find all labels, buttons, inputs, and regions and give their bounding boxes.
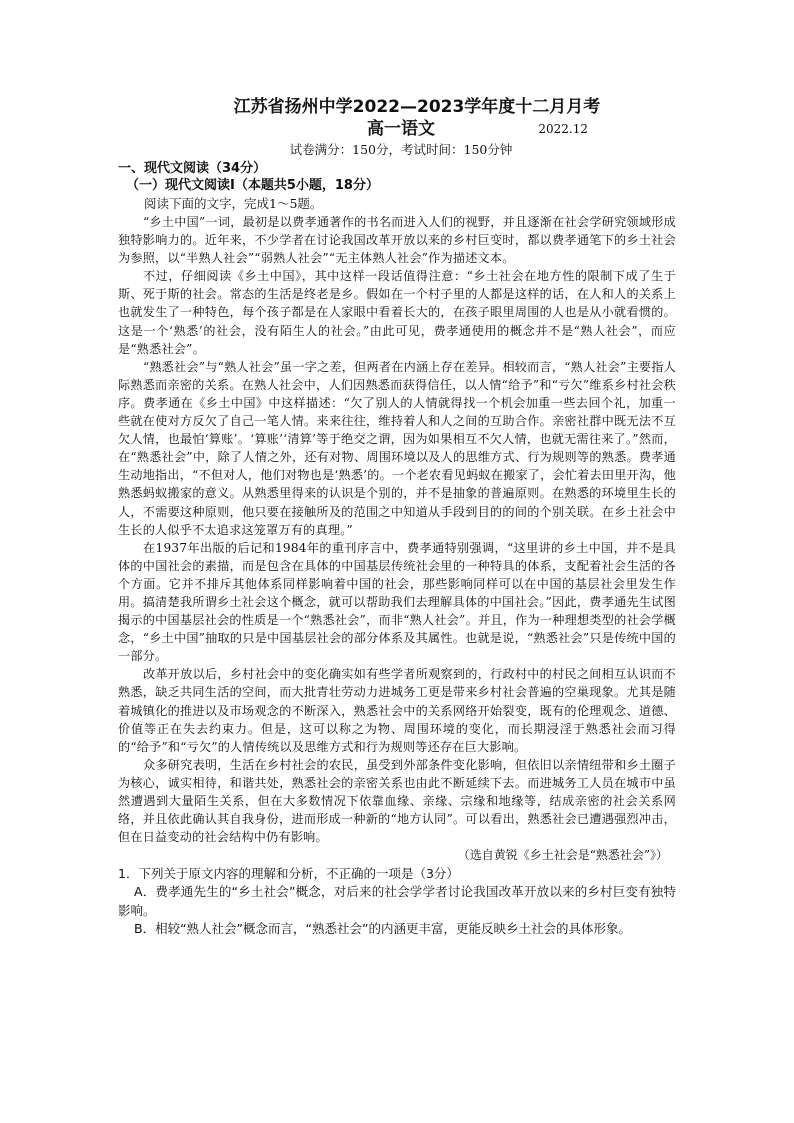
question-stem: 1．下列关于原文内容的理解和分析，不正确的一项是（3分） [118,866,459,882]
passage-paragraph: 改革开放以后，乡村社会中的变化确实如有些学者所观察到的，行政村中的村民之间相互认识而不熟悉，缺乏共同生活的空间，而大批青壮劳动力进城务工更是带来乡村社会普遍的空巢现象。尤其是随着城镇化的推进以及市场观念的不断深入，熟悉社会中的关系网络开始裂变，既有的伦理观念、道德、价值等正在失去约束力。但是，这可以称之为物、周围环境的变化，而长期浸淫于熟悉社会而习得的“给予”和“亏欠”的人情传统以及思维方式和行为规则等还存在巨大影响。 [118,667,676,754]
passage-paragraph: 不过，仔细阅读《乡土中国》，其中这样一段话值得注意：“乡土社会在地方性的限制下成了生于斯、死于斯的社会。常态的生活是终老是乡。假如在一个村子里的人都是这样的话，在人和人的关系上也就发生了一种特色，每个孩子都是在人家眼中看着长大的，在孩子眼里周围的人也是从小就看惯的。这是一个‘熟悉’的社会，没有陌生人的社会。”由此可见，费孝通使用的概念并不是“熟人社会”，而应是“熟悉社会”。 [118,269,676,356]
reading-passage [118,213,676,846]
option-b: B．相较“熟人社会”概念而言，“熟悉社会”的内涵更丰富，更能反映乡土社会的具体形象。 [134,921,631,937]
exam-date: 2022.12 [538,122,588,136]
option-a: A．费孝通先生的“乡土社会”概念，对后来的社会学学者讨论我国改革开放以来的乡村巨变有独特影响。 [118,884,676,918]
reading-instruction: 阅读下面的文字，完成1～5题。 [144,196,323,211]
passage-paragraph: “熟悉社会”与“熟人社会”虽一字之差，但两者在内涵上存在差异。相较而言，“熟人社会”主要指人际熟悉而亲密的关系。在熟人社会中，人们因熟悉而获得信任，以人情“给予”和“亏欠”维系乡村社会秩序。费孝通在《乡土中国》中这样描述：“欠了别人的人情就得找一个机会加重一些去回个礼，加重一些就在使对方反欠了自己一笔人情。来来往往，维持着人和人之间的互助合作。亲密社群中既无法不互欠人情，也最怕‘算账’。‘算账’‘清算’等于绝交之谓，因为如果相互不欠人情，也就无需往来了。”然而，在“熟悉社会”中，除了人情之外，还有对物、周围环境以及人的思维方式、行为规则等的熟悉。费孝通生动地指出，“不但对人，他们对物也是‘熟悉’的。一个老农看见蚂蚁在搬家了，会忙着去田里开沟，他熟悉蚂蚁搬家的意义。从熟悉里得来的认识是个别的，并不是抽象的普遍原则。在熟悉的环境里生长的人，不需要这种原则，他只要在接触所及的范围之中知道从手段到目的的间的个别关联。在乡土社会中生长的人似乎不太追求这笼罩万有的真理。” [118,359,676,537]
passage-paragraph: 众多研究表明，生活在乡村社会的农民，虽受到外部条件变化影响，但依旧以亲情纽带和乡土圈子为核心，诚实相待，和谐共处，熟悉社会的亲密关系也由此不断延续下去。而进城务工人员在城市中虽然遭遇到大量陌生关系，但在大多数情况下依靠血缘、亲缘、宗缘和地缘等，结成亲密的社会关系网络，并且依此确认其自我身份，进而形成一种新的“地方认同”。可以看出，熟悉社会已遭遇强烈冲击，但在日益变动的社会结构中仍有影响。 [118,757,676,845]
subtitle-row [118,118,676,140]
exam-info: 试卷满分：150分，考试时间：150分钟 [289,142,513,157]
passage-paragraph: “乡土中国”一词，最初是以费孝通著作的书名而进入人们的视野，并且逐渐在社会学研究领域形成独特影响力的。近年来，不少学者在讨论我国改革开放以来的乡村巨变时，都以费孝通笔下的乡土社会为参照，以“半熟人社会”“弱熟人社会”“无主体熟人社会”作为描述文本。 [118,215,676,266]
subsection-heading: （一）现代文阅读I（本题共5小题，18分） [126,178,379,193]
passage-paragraph: 在1937年出版的后记和1984年的重刊序言中，费孝通特别强调，“这里讲的乡土中国，并不是具体的中国社会的素描，而是包含在具体的中国基层传统社会里的一种特具的体系，支配着社会生活的各个方面。它并不排斥其他体系同样影响着中国的社会，那些影响同样可以在中国的基层社会里发生作用。搞清楚我所谓乡土社会这个概念，就可以帮助我们去理解具体的中国社会。”因此，费孝通先生试图揭示的中国基层社会的性质是一个“熟悉社会”，而非“熟人社会”。并且，作为一种理想类型的社会学概念，“乡土中国”抽取的只是中国基层社会的部分体系及其属性。也就是说，“熟悉社会”只是传统中国的一部分。 [118,540,676,664]
passage-source: （选自黄锐《乡土社会是“熟悉社会”》） [457,848,668,863]
subject-title: 高一语文 [367,119,435,139]
section-heading: 一、现代文阅读（34分） [118,161,267,176]
exam-title: 江苏省扬州中学2022—2023学年度十二月月考 [233,97,601,117]
